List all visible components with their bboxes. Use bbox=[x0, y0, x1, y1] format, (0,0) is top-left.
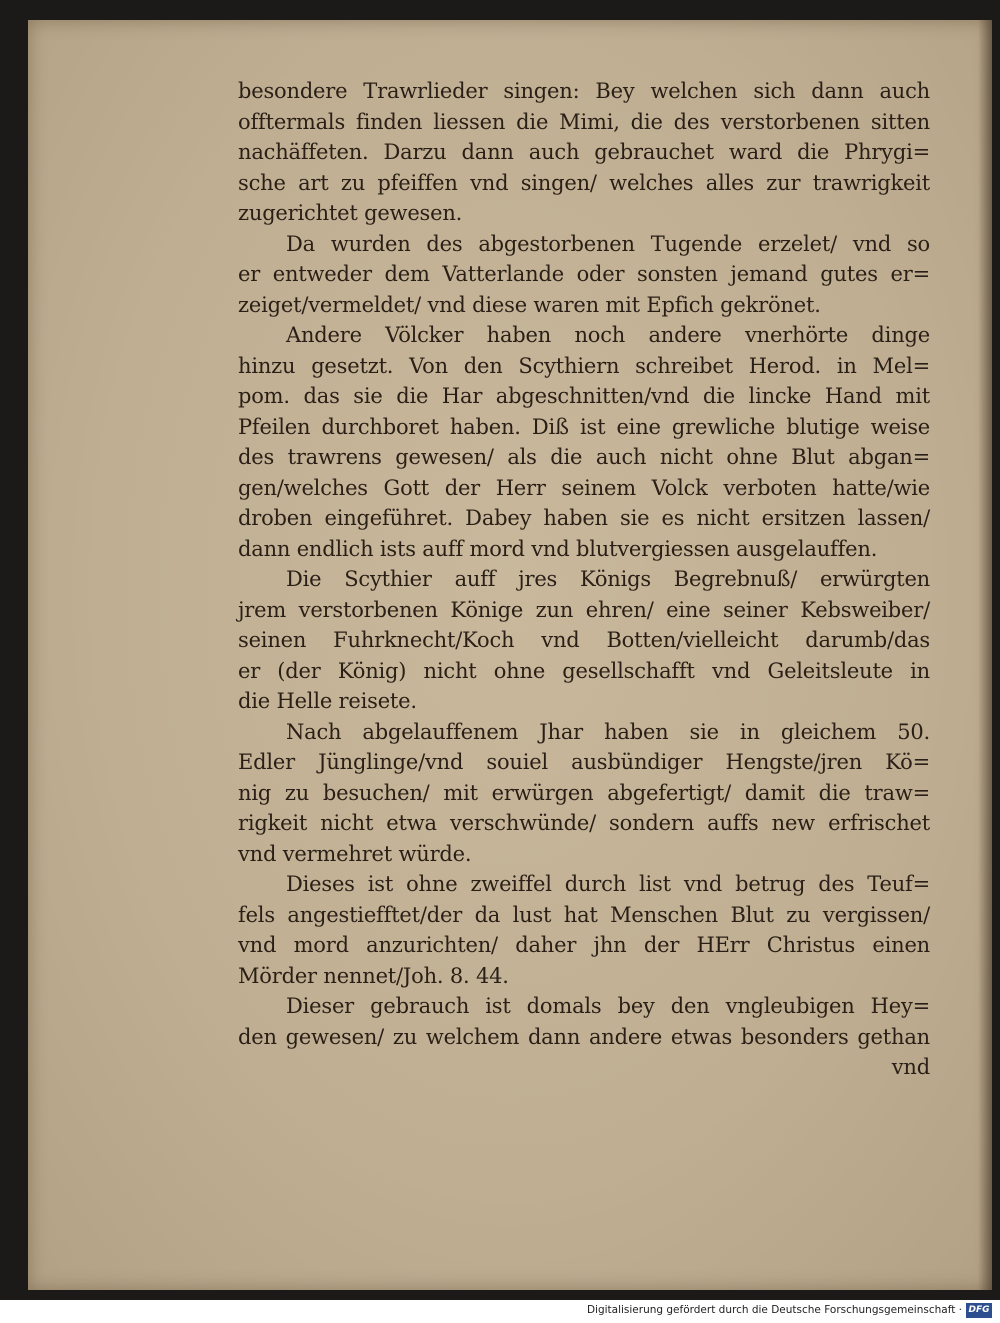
text-line-25: rigkeit nicht etwa verschwünde/ sondern auffs new erfrischet bbox=[238, 811, 930, 835]
text-line-8: zeiget/vermeldet/ vnd diese waren mit Epfich gekrönet. bbox=[238, 292, 821, 317]
catchword: vnd bbox=[891, 1055, 930, 1079]
funding-credit: Digitalisierung gefördert durch die Deutsche Forschungsgemeinschaft · bbox=[586, 1304, 962, 1316]
text-line-6: Da wurden des abgestorbenen Tugende erzelet/ vnd so bbox=[286, 231, 930, 256]
text-line-7: er entweder dem Vatterlande oder sonsten jemand gutes er= bbox=[238, 262, 930, 286]
text-line-28: fels angestiefftet/der da lust hat Menschen Blut zu vergissen/ bbox=[238, 902, 930, 927]
text-line-11: pom. das sie die Har abgeschnitten/vnd die lincke Hand mit bbox=[238, 384, 930, 408]
text-line-16: dann endlich ists auff mord vnd blutvergiessen ausgelauffen. bbox=[238, 536, 878, 561]
text-line-23: Edler Jünglinge/vnd souiel ausbündiger Hengste/jren Kö= bbox=[238, 750, 930, 774]
text-line-20: er (der König) nicht ohne gesellschafft vnd Geleitsleute in bbox=[238, 658, 930, 683]
text-line-31: Dieser gebrauch ist domals bey den vngleubigen Hey= bbox=[286, 994, 930, 1018]
text-line-10: hinzu gesetzt. Von den Scythiern schreibet Herod. in Mel= bbox=[238, 353, 930, 378]
dfg-logo-icon: DFG bbox=[966, 1303, 992, 1318]
text-line-17: Die Scythier auff jres Königs Begrebnuß/ erwürgten bbox=[286, 567, 930, 591]
text-line-26: vnd vermehret würde. bbox=[238, 841, 472, 866]
text-line-18: jrem verstorbenen Könige zun ehren/ eine seiner Kebsweiber/ bbox=[238, 597, 930, 622]
text-line-9: Andere Völcker haben noch andere vnerhörte dinge bbox=[286, 323, 930, 347]
text-line-14: gen/welches Gott der Herr seinem Volck verboten hatte/wie bbox=[238, 475, 930, 500]
text-line-32: den gewesen/ zu welchem dann andere etwas besonders gethan bbox=[238, 1024, 930, 1049]
text-line-4: sche art zu pfeiffen vnd singen/ welches alles zur trawrigkeit bbox=[238, 170, 930, 195]
text-line-13: des trawrens gewesen/ als die auch nicht ohne Blut abgan= bbox=[238, 445, 930, 469]
text-line-19: seinen Fuhrknecht/Koch vnd Botten/vielleicht darumb/das bbox=[238, 628, 930, 652]
page-text bbox=[238, 76, 930, 1083]
footer-bar bbox=[0, 1300, 1000, 1323]
text-line-22: Nach abgelauffenem Jhar haben sie in gleichem 50. bbox=[286, 719, 930, 744]
text-line-29: vnd mord anzurichten/ daher jhn der HErr Christus einen bbox=[238, 933, 930, 957]
text-line-1: besondere Trawrlieder singen: Bey welchen sich dann auch bbox=[238, 79, 930, 103]
text-line-27: Dieses ist ohne zweiffel durch list vnd betrug des Teuf= bbox=[286, 872, 930, 896]
text-line-30: Mörder nennet/Joh. 8. 44. bbox=[238, 963, 509, 988]
text-line-24: nig zu besuchen/ mit erwürgen abgefertigt/ damit die traw= bbox=[238, 780, 930, 805]
text-line-5: zugerichtet gewesen. bbox=[238, 201, 463, 225]
text-line-12: Pfeilen durchboret haben. Diß ist eine grewliche blutige weise bbox=[238, 414, 930, 439]
text-line-3: nachäffeten. Darzu dann auch gebrauchet ward die Phrygi= bbox=[238, 140, 930, 164]
text-line-21: die Helle reisete. bbox=[238, 689, 417, 713]
text-line-2: offtermals finden liessen die Mimi, die des verstorbenen sitten bbox=[238, 109, 930, 134]
text-line-15: droben eingeführet. Dabey haben sie es nicht ersitzen lassen/ bbox=[238, 506, 930, 530]
